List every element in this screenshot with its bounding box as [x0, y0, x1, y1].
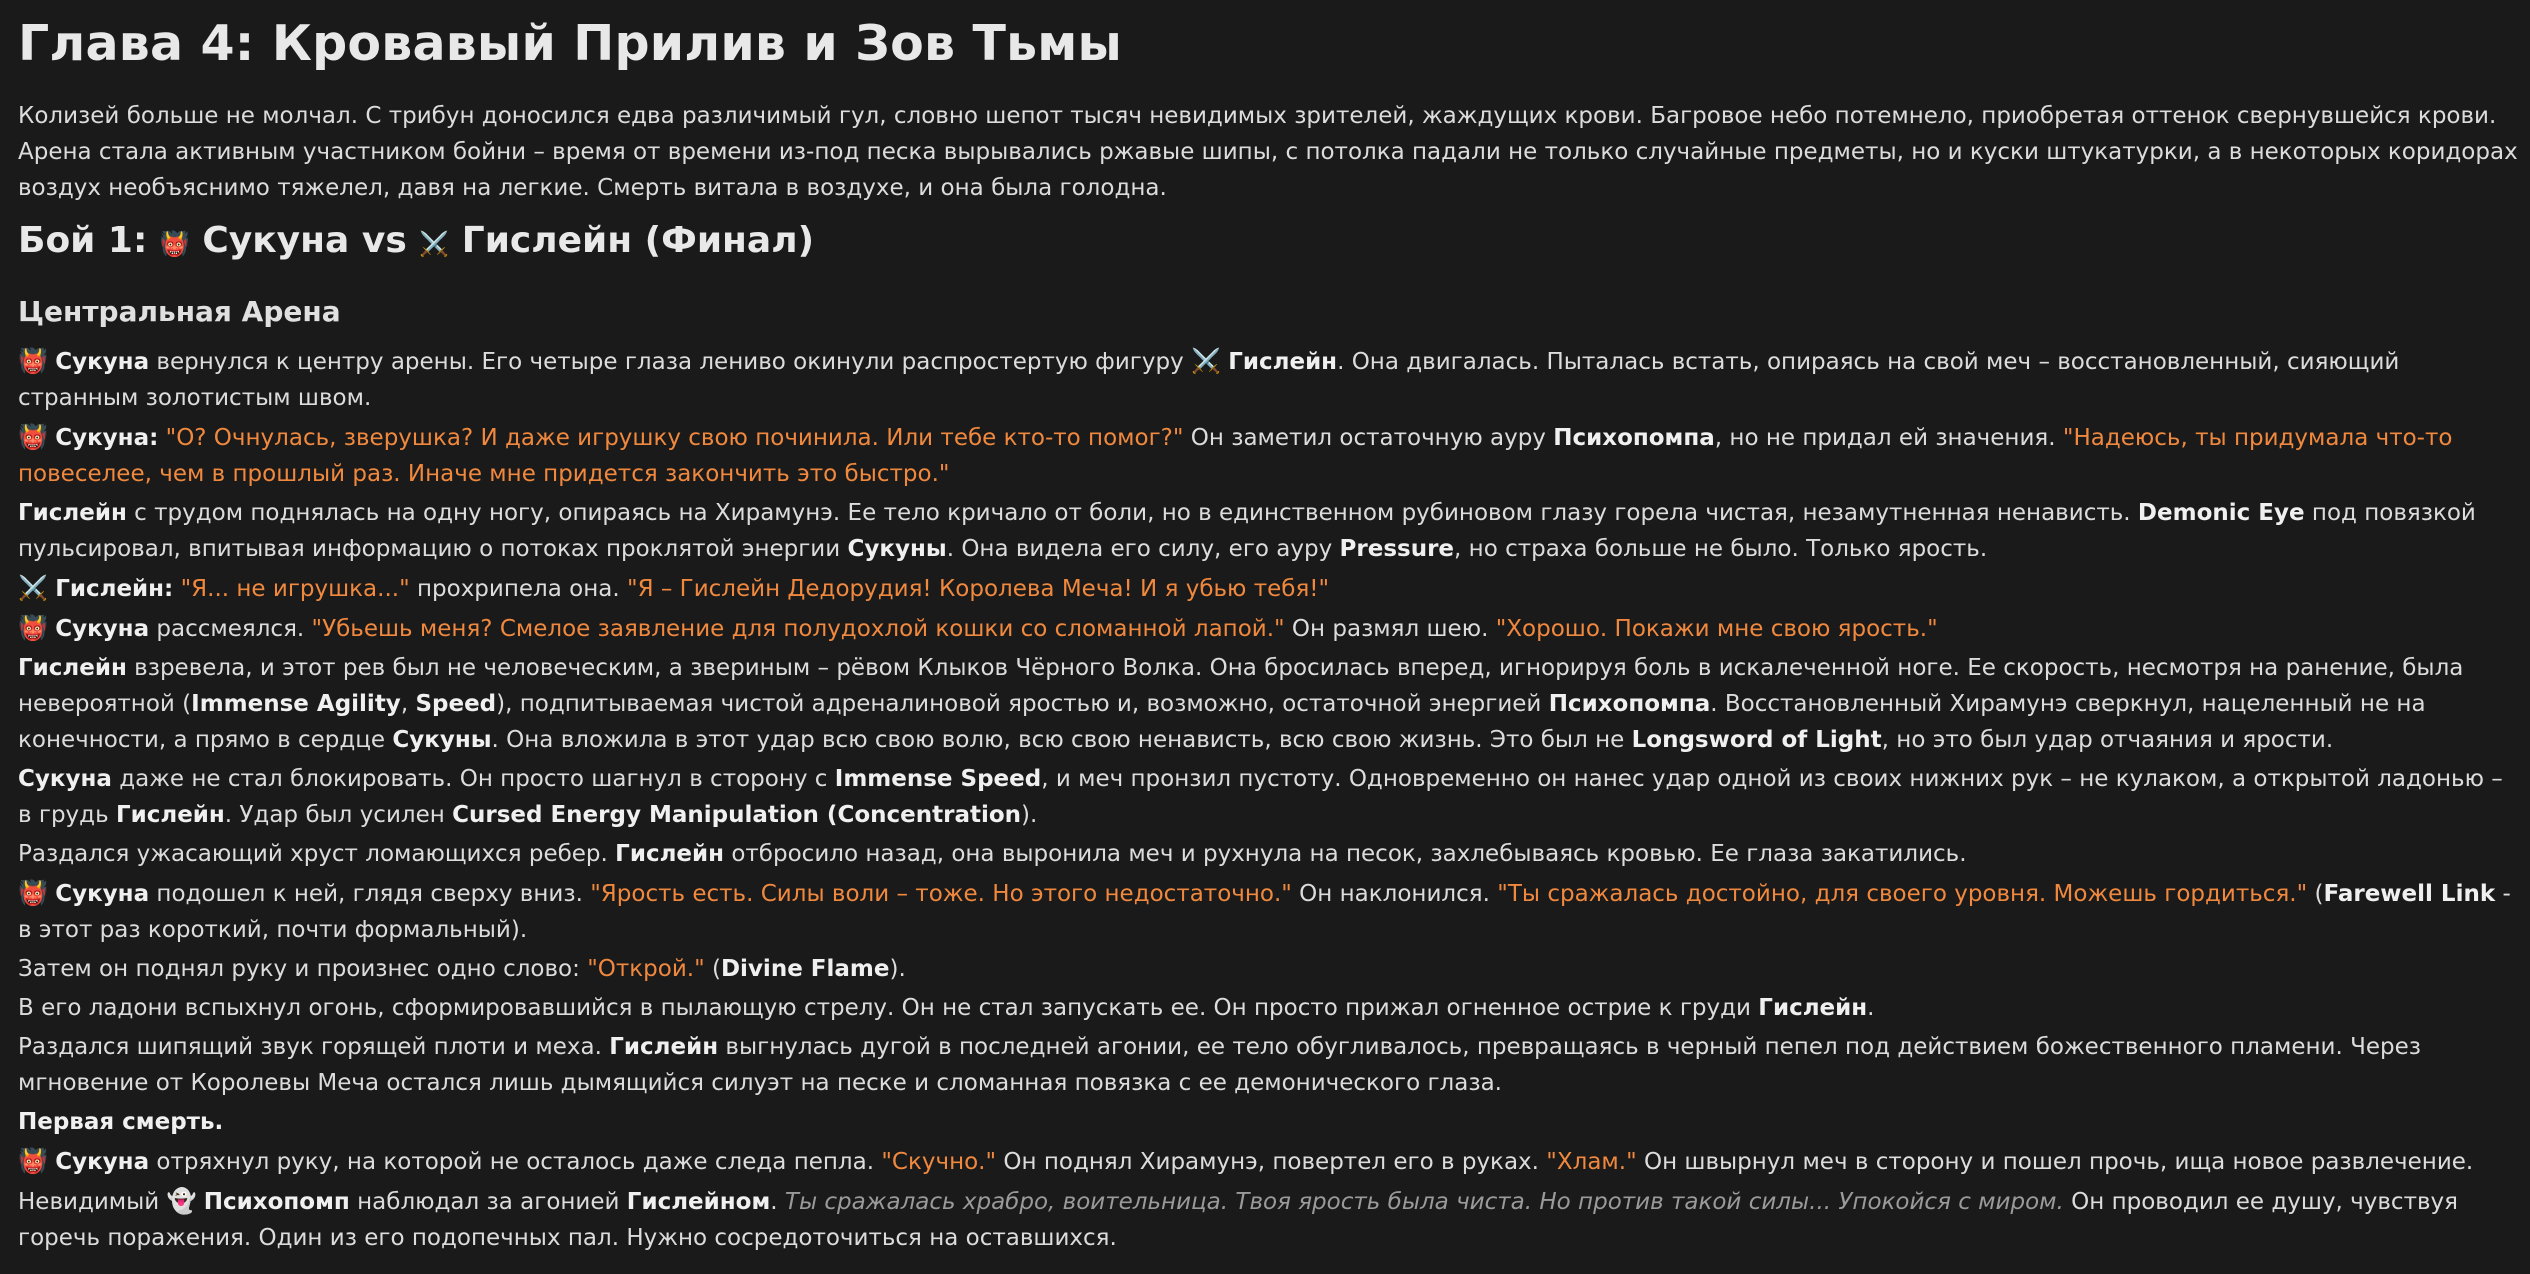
story-paragraph — [18, 610, 2518, 647]
ability-name: Concentration — [837, 802, 1022, 828]
dialogue-quote: "Хлам." — [1546, 1149, 1637, 1175]
text: , но страха больше не было. Только ярость. — [1454, 536, 1988, 562]
text: ), подпитываемая чистой адреналиновой яростью и, возможно, остаточной энергией — [496, 691, 1549, 717]
text: - в этот раз короткий, почти формальный). — [18, 881, 2511, 943]
dialogue-quote: "Скучно." — [881, 1149, 997, 1175]
dialogue-quote: "Хорошо. Покажи мне свою ярость." — [1495, 616, 1938, 642]
text: ). — [889, 956, 906, 982]
text: , но не придал ей значения. — [1714, 425, 2063, 451]
swords-icon: ⚔️ — [1191, 347, 1221, 375]
devil-icon: 👹 — [159, 230, 190, 258]
character-name: Гислейн — [1228, 349, 1338, 375]
text: подошел к ней, глядя сверху вниз. — [149, 881, 591, 907]
story-paragraph — [18, 990, 2518, 1026]
devil-icon: 👹 — [18, 423, 48, 451]
character-name: Гислейн — [1758, 995, 1868, 1021]
character-name: Психопомпа — [1548, 691, 1711, 717]
text: ( — [818, 802, 838, 828]
text: . Она вложила в этот удар всю свою волю, всю свою ненависть, всю свою жизнь. Это был не — [491, 727, 1632, 753]
story-paragraph — [18, 1143, 2518, 1180]
fighter-a: Сукуна — [202, 220, 350, 261]
ability-name: Divine Flame — [720, 956, 890, 982]
ability-name: Cursed Energy Manipulation — [452, 802, 819, 828]
inner-thought: Ты сражалась храбро, воительница. Твоя ярость была чиста. Но против такой силы... Упокойся с миром. — [784, 1189, 2064, 1215]
text: Он швырнул меч в сторону и пошел прочь, ища новое развлечение. — [1636, 1149, 2474, 1175]
text: отбросило назад, она выронила меч и рухнула на песок, захлебываясь кровью. Ее глаза закатились. — [724, 841, 1967, 867]
text: , и меч пронзил пустоту. Одновременно он нанес удар одной из своих нижних рук – не кулаком, а открытой ладонью – в грудь — [18, 766, 2503, 828]
text: . — [1867, 995, 1875, 1021]
text: Он проводил ее душу, чувствуя горечь поражения. Один из его подопечных пал. Нужно сосредоточиться на оставшихся. — [18, 1189, 2458, 1251]
character-name: Психопомпа — [1553, 425, 1715, 451]
text: Он заметил остаточную ауру — [1183, 425, 1554, 451]
text: Затем он поднял руку и произнес одно слово: — [18, 956, 588, 982]
devil-icon: 👹 — [18, 347, 48, 375]
text: ). — [1021, 802, 1038, 828]
ability-name: Longsword of Light — [1631, 727, 1882, 753]
text: ( — [2307, 881, 2324, 907]
devil-icon: 👹 — [18, 614, 48, 642]
character-name: Сукуна — [18, 766, 112, 792]
dialogue-quote: "Убьешь меня? Смелое заявление для полудохлой кошки со сломанной лапой." — [311, 616, 1285, 642]
swords-icon: ⚔️ — [18, 574, 48, 602]
character-name: Сукуны — [847, 536, 947, 562]
text: Невидимый — [18, 1189, 167, 1215]
vs-label: vs — [361, 220, 407, 261]
story-paragraph — [18, 495, 2518, 567]
ability-name: Speed — [415, 691, 497, 717]
swords-icon: ⚔️ — [419, 230, 450, 258]
text: прохрипела она. — [409, 576, 627, 602]
fight-heading — [18, 218, 2518, 267]
text: наблюдал за агонией — [349, 1189, 627, 1215]
text: Раздался ужасающий хруст ломающихся ребер. — [18, 841, 616, 867]
character-name: Сукуна — [55, 349, 150, 375]
story-paragraph — [18, 419, 2518, 492]
text: , — [400, 691, 416, 717]
story-paragraph — [18, 836, 2518, 872]
story-paragraph — [18, 1029, 2518, 1101]
dialogue-quote: "Я... не игрушка..." — [180, 576, 410, 602]
character-name: Гислейн: — [55, 576, 174, 602]
story-paragraph — [18, 1183, 2518, 1256]
text: . — [770, 1189, 785, 1215]
dialogue-quote: "Ярость есть. Силы воли – тоже. Но этого недостаточно." — [590, 881, 1292, 907]
character-name: Гислейн — [115, 802, 225, 828]
text: рассмеялся. — [149, 616, 312, 642]
character-name: Гислейн — [18, 655, 127, 681]
dialogue-quote: "Надеюсь, ты придумала что-то повеселее, чем в прошлый раз. Иначе мне придется закончить это быстро." — [18, 425, 2453, 487]
text: выгнулась дугой в последней агонии, ее тело обугливалось, превращаясь в черный пепел под действием божественного пламени. Через мгновение от Королевы Меча остался лишь дымящийся силуэт на песке и сломанная повязка с ее демонического глаза. — [18, 1034, 2422, 1096]
fighter-b: Гислейн (Финал) — [461, 220, 815, 261]
text: . Удар был усилен — [224, 802, 453, 828]
ability-name: Pressure — [1339, 536, 1455, 562]
dialogue-quote: "Открой." — [587, 956, 705, 982]
intro-paragraph: Колизей больше не молчал. С трибун доносился едва различимый гул, словно шепот тысяч невидимых зрителей, жаждущих крови. Багровое небо потемнело, приобретая оттенок свернувшейся крови. Арена стала активным участником бойни – время от времени из-под песка вырывались ржавые шипы, с потолка падали не только случайные предметы, но и куски штукатурки, а в некоторых коридорах воздух необъяснимо тяжелел, давя на легкие. Смерть витала в воздухе, и она была голодна. — [18, 103, 2518, 201]
character-name: Сукуна: — [55, 425, 159, 451]
dialogue-quote: "Я – Гислейн Дедорудия! Королева Меча! И я убью тебя!" — [626, 576, 1330, 602]
text: В его ладони вспыхнул огонь, сформировавшийся в пылающую стрелу. Он не стал запускать ее. Он просто прижал огненное острие к груди — [18, 995, 1759, 1021]
story-paragraph — [18, 875, 2518, 948]
text: отряхнул руку, на которой не осталось даже следа пепла. — [149, 1149, 882, 1175]
fight-label: Бой 1: — [18, 220, 148, 261]
text: вернулся к центру арены. Его четыре глаза лениво окинули распростертую фигуру — [149, 349, 1192, 375]
chapter-title: Глава 4: Кровавый Прилив и Зов Тьмы — [18, 15, 1123, 72]
arena-heading: Центральная Арена — [18, 295, 341, 328]
story-paragraph — [18, 650, 2518, 758]
text: под повязкой пульсировал, впитывая информацию о потоках проклятой энергии — [18, 500, 2476, 562]
text: . Она двигалась. Пыталась встать, опираясь на свой меч – восстановленный, сияющий странным золотистым швом. — [18, 349, 2400, 411]
devil-icon: 👹 — [18, 879, 48, 907]
text: Он размял шею. — [1284, 616, 1496, 642]
first-death-line: Первая смерть. — [18, 1109, 224, 1135]
devil-icon: 👹 — [18, 1147, 48, 1175]
character-name: Сукуна — [55, 1149, 150, 1175]
text: Он наклонился. — [1291, 881, 1498, 907]
text: , но это был удар отчаяния и ярости. — [1881, 727, 2334, 753]
character-name: Гислейном — [626, 1189, 771, 1215]
character-name: Сукуна — [55, 616, 150, 642]
text: взревела, и этот рев был не человеческим, а звериным – рёвом Клыков Чёрного Волка. Она бросилась вперед, игнорируя боль в искалеченной ноге. Ее скорость, несмотря на ранение, была невероятной ( — [18, 655, 2464, 717]
text: Раздался шипящий звук горящей плоти и меха. — [18, 1034, 610, 1060]
text: . Она видела его силу, его ауру — [946, 536, 1340, 562]
ability-name: Immense Speed — [834, 766, 1042, 792]
dialogue-quote: "Ты сражалась достойно, для своего уровня. Можешь гордиться." — [1497, 881, 2308, 907]
story-paragraph — [18, 761, 2518, 833]
text: Он поднял Хирамунэ, повертел его в руках. — [996, 1149, 1547, 1175]
character-name: Гислейн — [18, 500, 127, 526]
story-paragraph — [18, 951, 2518, 987]
ability-name: Demonic Eye — [2137, 500, 2305, 526]
text: . Восстановленный Хирамунэ сверкнул, нацеленный не на конечности, а прямо в сердце — [18, 691, 2426, 753]
character-name: Гислейн — [615, 841, 725, 867]
text: ( — [704, 956, 721, 982]
text: даже не стал блокировать. Он просто шагнул в сторону с — [111, 766, 835, 792]
story-paragraph — [18, 343, 2518, 416]
character-name: Психопомп — [203, 1189, 350, 1215]
ability-name: Farewell Link — [2323, 881, 2496, 907]
character-name: Сукуна — [55, 881, 150, 907]
text: с трудом поднялась на одну ногу, опираясь на Хирамунэ. Ее тело кричало от боли, но в единственном рубиновом глазу горела чистая, незамутненная ненависть. — [126, 500, 2138, 526]
ability-name: Immense Agility — [191, 691, 401, 717]
story-paragraph — [18, 570, 2518, 607]
character-name: Сукуны — [392, 727, 492, 753]
ghost-icon: 👻 — [166, 1187, 197, 1215]
dialogue-quote: "О? Очнулась, зверушка? И даже игрушку свою починила. Или тебе кто-то помог?" — [165, 425, 1184, 451]
character-name: Гислейн — [609, 1034, 719, 1060]
